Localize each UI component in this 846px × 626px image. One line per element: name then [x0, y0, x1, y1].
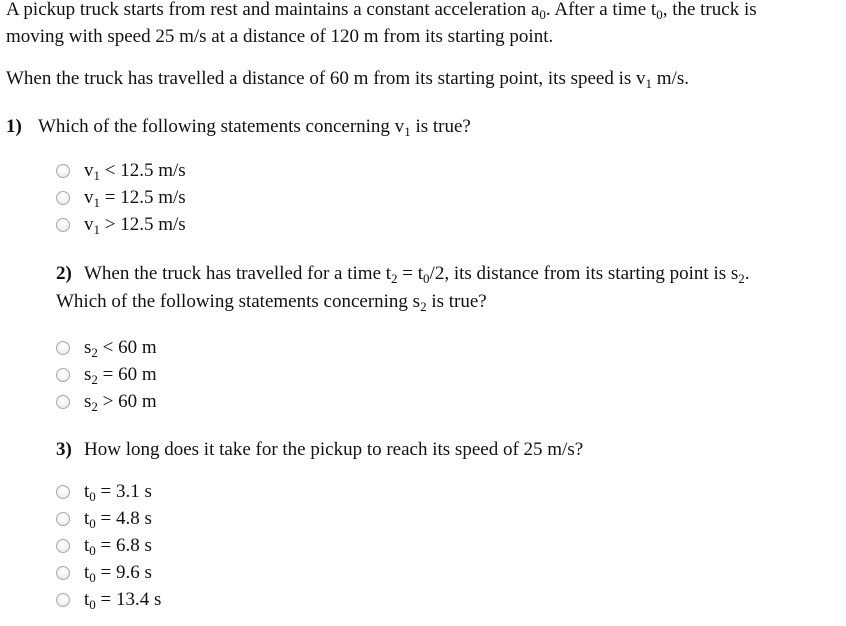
- option-label: [84, 185, 186, 211]
- radio-button[interactable]: [56, 191, 70, 205]
- option-subscript: 2: [91, 371, 98, 387]
- intro-subscript: 0: [539, 7, 546, 22]
- radio-button[interactable]: [56, 593, 70, 607]
- option-value: > 60 m: [97, 390, 157, 412]
- option-subscript: 1: [93, 221, 100, 237]
- option-symbol: t: [84, 507, 90, 529]
- option-value: = 4.8 s: [95, 507, 152, 529]
- option-subscript: 0: [89, 542, 96, 558]
- option-label: [84, 362, 157, 388]
- question-text-part: is true?: [426, 291, 487, 312]
- option-label: [84, 506, 152, 532]
- question-text-part: Which of the following statements concerning v: [38, 116, 405, 137]
- question-text-part: Which of the following statements concerning s: [56, 291, 421, 312]
- option-value: > 12.5 m/s: [100, 213, 186, 235]
- intro-line-2: moving with speed 25 m/s at a distance of 120 m from its starting point.: [6, 26, 554, 47]
- radio-button[interactable]: [56, 395, 70, 409]
- option-value: = 9.6 s: [95, 561, 152, 583]
- option-symbol: v: [84, 159, 94, 181]
- option-label: [84, 560, 152, 586]
- question-3-prompt: [56, 437, 583, 463]
- intro-subscript: 1: [645, 76, 653, 91]
- radio-button[interactable]: [56, 164, 70, 178]
- question-2-prompt-line-2: [56, 289, 487, 315]
- answer-option[interactable]: [56, 388, 157, 415]
- question-text: [38, 114, 471, 140]
- answer-option[interactable]: [56, 532, 161, 559]
- radio-button[interactable]: [56, 512, 70, 526]
- option-label: [84, 335, 157, 361]
- intro-text: When the truck has travelled a distance of 60 m from its starting point, its speed is v: [6, 68, 646, 89]
- answer-option[interactable]: [56, 361, 157, 388]
- option-value: = 12.5 m/s: [100, 186, 186, 208]
- question-subscript: 1: [404, 124, 411, 139]
- answer-option[interactable]: [56, 334, 157, 361]
- question-text: [84, 261, 750, 287]
- radio-button[interactable]: [56, 341, 70, 355]
- option-value: = 60 m: [97, 363, 157, 385]
- option-label: [84, 158, 186, 184]
- answer-option[interactable]: [56, 478, 161, 505]
- question-text-part: When the truck has travelled for a time t: [84, 263, 392, 284]
- question-2-options: [56, 334, 157, 415]
- answer-option[interactable]: [56, 559, 161, 586]
- option-value: = 3.1 s: [95, 480, 152, 502]
- option-value: < 12.5 m/s: [100, 159, 186, 181]
- radio-button[interactable]: [56, 539, 70, 553]
- question-3-options: [56, 478, 161, 613]
- question-text: How long does it take for the pickup to reach its speed of 25 m/s?: [84, 439, 584, 460]
- option-label: [84, 533, 152, 559]
- question-number: 3): [56, 439, 72, 460]
- option-symbol: v: [84, 186, 94, 208]
- question-text-part: is true?: [410, 116, 471, 137]
- option-subscript: 0: [89, 596, 96, 612]
- radio-button[interactable]: [56, 485, 70, 499]
- option-subscript: 0: [89, 569, 96, 585]
- answer-option[interactable]: [56, 157, 186, 184]
- option-subscript: 2: [91, 398, 98, 414]
- intro-text: A pickup truck starts from rest and maintains a constant acceleration a: [6, 0, 540, 20]
- radio-button[interactable]: [56, 566, 70, 580]
- intro-text: . After a time t: [545, 0, 657, 20]
- answer-option[interactable]: [56, 184, 186, 211]
- radio-button[interactable]: [56, 368, 70, 382]
- option-symbol: s: [84, 336, 92, 358]
- option-symbol: t: [84, 480, 90, 502]
- option-subscript: 0: [89, 515, 96, 531]
- answer-option[interactable]: [56, 211, 186, 238]
- question-subscript: 0: [423, 271, 430, 286]
- question-1-prompt: [6, 114, 471, 140]
- option-symbol: t: [84, 561, 90, 583]
- question-subscript: 2: [391, 271, 398, 286]
- answer-option[interactable]: [56, 586, 161, 613]
- radio-button[interactable]: [56, 218, 70, 232]
- question-text-part: /2, its distance from its starting point is s: [429, 263, 739, 284]
- question-subscript: 2: [420, 299, 427, 314]
- option-symbol: t: [84, 588, 90, 610]
- option-symbol: t: [84, 534, 90, 556]
- question-text-part: = t: [397, 263, 424, 284]
- answer-option[interactable]: [56, 505, 161, 532]
- question-number: 1): [6, 116, 22, 137]
- question-number: 2): [56, 263, 72, 284]
- intro-line-1: [6, 0, 757, 23]
- option-label: [84, 479, 152, 505]
- option-label: [84, 389, 157, 415]
- question-text-part: .: [744, 263, 750, 284]
- option-value: = 6.8 s: [95, 534, 152, 556]
- question-2-prompt-line-1: [56, 261, 750, 287]
- intro-subscript: 0: [656, 7, 663, 22]
- option-subscript: 2: [91, 344, 98, 360]
- option-subscript: 1: [93, 167, 100, 183]
- option-label: [84, 587, 161, 613]
- intro-text: m/s.: [652, 68, 689, 89]
- intro-text: , the truck is: [662, 0, 757, 20]
- option-symbol: s: [84, 363, 92, 385]
- option-symbol: v: [84, 213, 94, 235]
- option-label: [84, 212, 186, 238]
- option-subscript: 1: [93, 194, 100, 210]
- option-value: = 13.4 s: [95, 588, 162, 610]
- question-1-options: [56, 157, 186, 238]
- intro-line-3: [6, 66, 689, 92]
- option-value: < 60 m: [97, 336, 157, 358]
- option-subscript: 0: [89, 488, 96, 504]
- question-subscript: 2: [738, 271, 745, 286]
- option-symbol: s: [84, 390, 92, 412]
